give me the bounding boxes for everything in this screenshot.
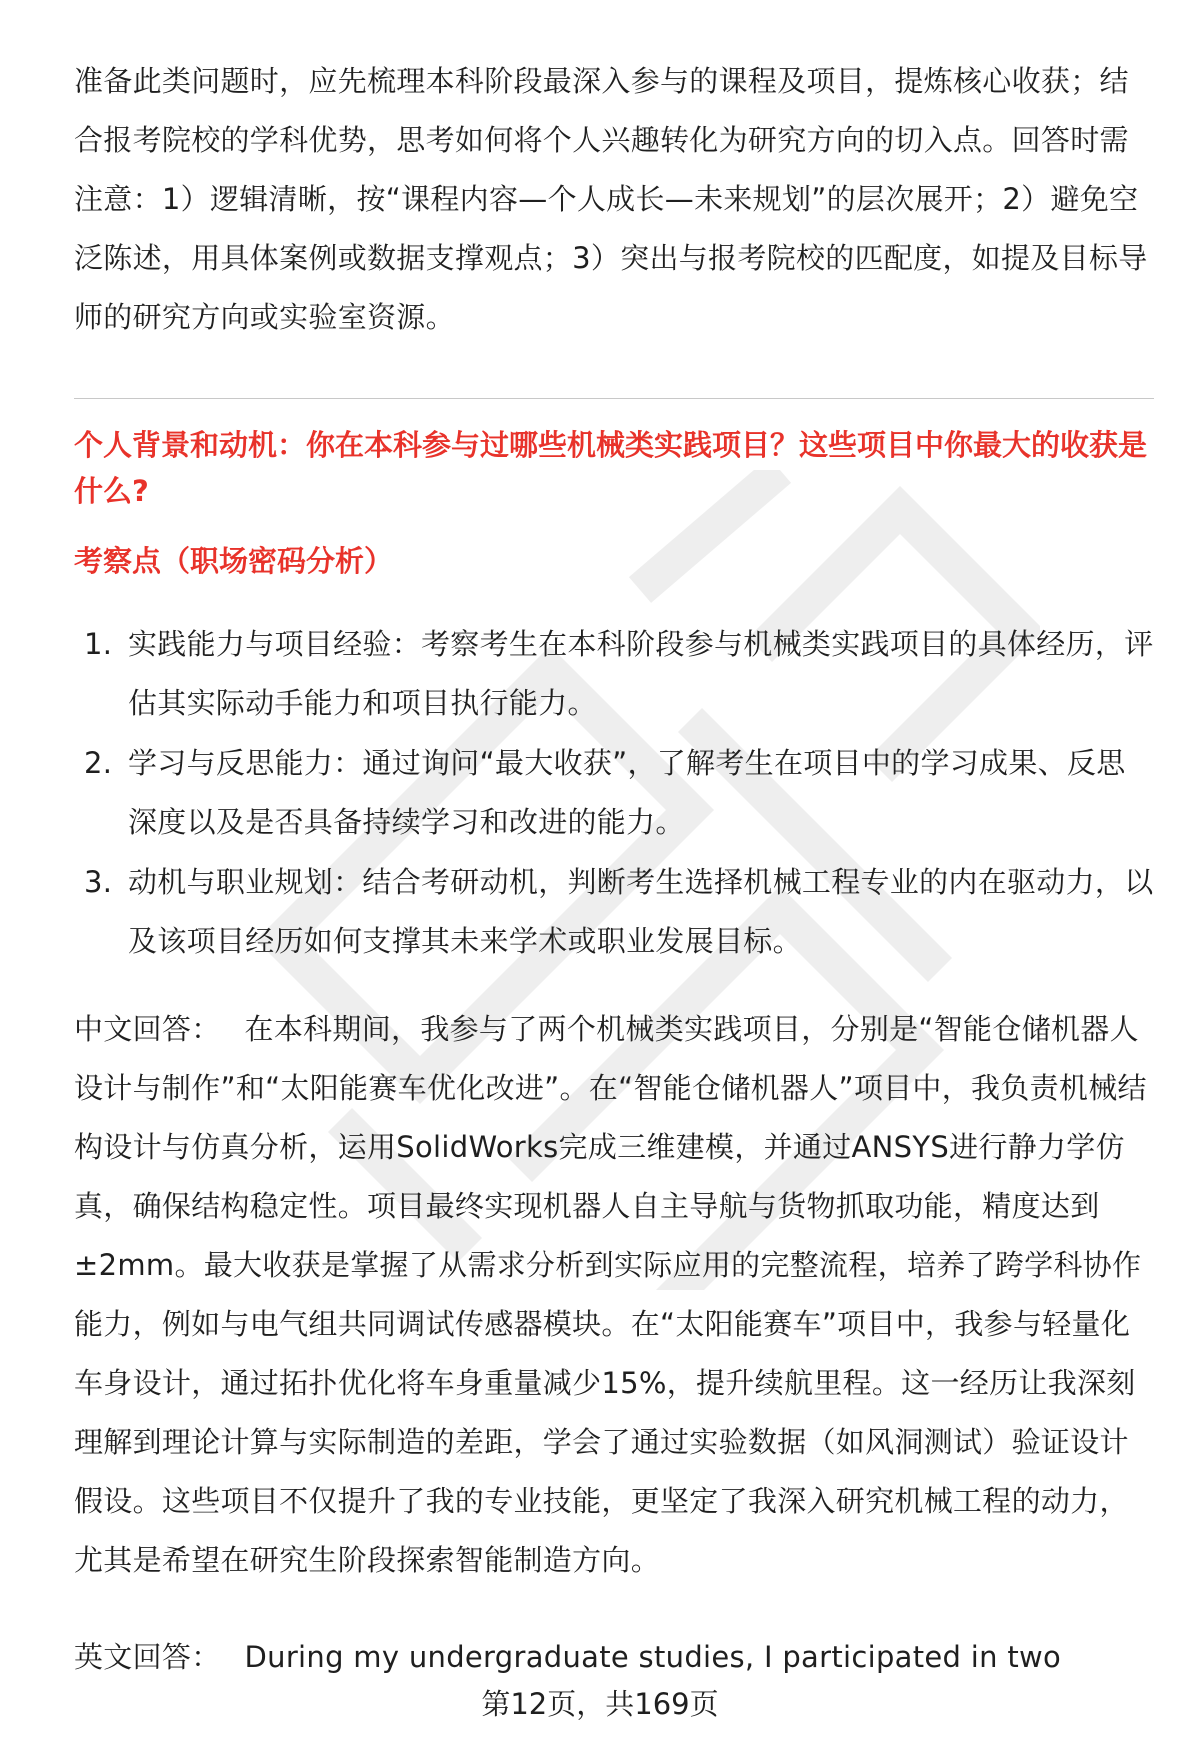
point-number: 1. (84, 627, 113, 661)
point-text: 动机与职业规划：结合考研动机，判断考生选择机械工程专业的内在驱动力，以及该项目经历如何支撑其未来学术或职业发展目标。 (128, 865, 1154, 958)
assessment-point-2 (74, 734, 1154, 852)
chinese-answer-text: 在本科期间，我参与了两个机械类实践项目，分别是“智能仓储机器人设计与制作”和“太阳能赛车优化改进”。在“智能仓储机器人”项目中，我负责机械结构设计与仿真分析，运用SolidWorks完成三维建模，并通过ANSYS进行静力学仿真，确保结构稳定性。项目最终实现机器人自主导航与货物抓取功能，精度达到±2mm。最大收获是掌握了从需求分析到实际应用的完整流程，培养了跨学科协作能力，例如与电气组共同调试传感器模块。在“太阳能赛车”项目中，我参与轻量化车身设计，通过拓扑优化将车身重量减少15%，提升续航里程。这一经历让我深刻理解到理论计算与实际制造的差距，学会了通过实验数据（如风洞测试）验证设计假设。这些项目不仅提升了我的专业技能，更坚定了我深入研究机械工程的动力，尤其是希望在研究生阶段探索智能制造方向。 (74, 1012, 1147, 1577)
page-number-footer: 第12页，共169页 (481, 1687, 719, 1721)
point-text: 实践能力与项目经验：考察考生在本科阶段参与机械类实践项目的具体经历，评估其实际动手能力和项目执行能力。 (128, 627, 1154, 720)
intro-paragraph: 准备此类问题时，应先梳理本科阶段最深入参与的课程及项目，提炼核心收获；结合报考院校的学科优势，思考如何将个人兴趣转化为研究方向的切入点。回答时需注意：1）逻辑清晰，按“课程内容—个人成长—未来规划”的层次展开；2）避免空泛陈述，用具体案例或数据支撑观点；3）突出与报考院校的匹配度，如提及目标导师的研究方向或实验室资源。 (74, 64, 1148, 334)
assessment-points-title: 考察点（职场密码分析） (74, 544, 394, 578)
point-number: 3. (84, 865, 113, 899)
english-answer-text: During my undergraduate studies, I participated in two (244, 1640, 1062, 1674)
point-number: 2. (84, 746, 113, 780)
chinese-answer-label: 中文回答： (74, 1012, 221, 1046)
assessment-point-3 (74, 853, 1154, 971)
assessment-points-list (74, 615, 1154, 972)
assessment-point-1 (74, 615, 1154, 733)
section-divider (74, 398, 1154, 399)
chinese-answer-paragraph (74, 1000, 1154, 1590)
point-text: 学习与反思能力：通过询问“最大收获”，了解考生在项目中的学习成果、反思深度以及是否具备持续学习和改进的能力。 (128, 746, 1126, 839)
english-answer-label: 英文回答： (74, 1640, 221, 1674)
question-heading: 个人背景和动机：你在本科参与过哪些机械类实践项目？这些项目中你最大的收获是什么? (74, 428, 1148, 508)
english-answer-paragraph (74, 1628, 1154, 1687)
